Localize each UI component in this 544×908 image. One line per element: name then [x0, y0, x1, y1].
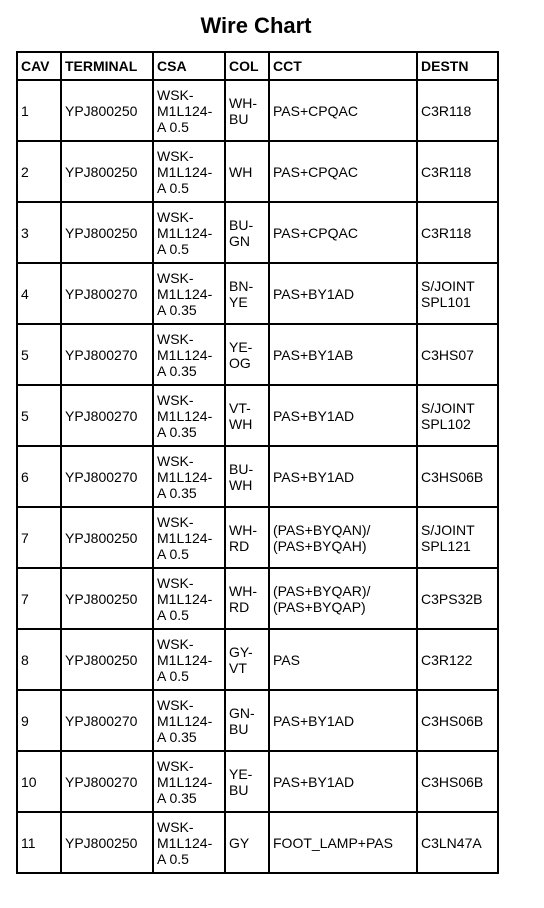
cell-cct: PAS: [269, 629, 417, 690]
cell-destn: S/JOINT SPL101: [417, 263, 498, 324]
header-terminal: TERMINAL: [61, 52, 153, 80]
table-row: [17, 141, 498, 202]
table-row: [17, 385, 498, 446]
table-row: [17, 202, 498, 263]
cell-terminal: YPJ800270: [61, 690, 153, 751]
cell-cav: 9: [17, 690, 61, 751]
cell-terminal: YPJ800250: [61, 812, 153, 873]
table-header-row: [17, 52, 498, 80]
cell-terminal: YPJ800250: [61, 80, 153, 141]
cell-cav: 5: [17, 324, 61, 385]
table-row: [17, 263, 498, 324]
cell-terminal: YPJ800250: [61, 507, 153, 568]
cell-csa: WSK- M1L124- A 0.5: [153, 141, 225, 202]
header-destn: DESTN: [417, 52, 498, 80]
cell-destn: C3LN47A: [417, 812, 498, 873]
cell-cav: 4: [17, 263, 61, 324]
table-row: [17, 812, 498, 873]
cell-terminal: YPJ800250: [61, 141, 153, 202]
cell-col: WH- RD: [225, 507, 269, 568]
cell-cav: 2: [17, 141, 61, 202]
cell-col: VT- WH: [225, 385, 269, 446]
table-row: [17, 751, 498, 812]
wire-chart-table: [16, 51, 499, 874]
cell-cct: PAS+CPQAC: [269, 141, 417, 202]
cell-cav: 6: [17, 446, 61, 507]
cell-csa: WSK- M1L124- A 0.35: [153, 263, 225, 324]
cell-cav: 3: [17, 202, 61, 263]
page-title: Wire Chart: [200, 13, 312, 38]
cell-csa: WSK- M1L124- A 0.5: [153, 812, 225, 873]
cell-col: BU- GN: [225, 202, 269, 263]
cell-cav: 8: [17, 629, 61, 690]
cell-cct: FOOT_LAMP+PAS: [269, 812, 417, 873]
cell-terminal: YPJ800250: [61, 202, 153, 263]
cell-cav: 5: [17, 385, 61, 446]
header-cct: CCT: [269, 52, 417, 80]
cell-destn: S/JOINT SPL102: [417, 385, 498, 446]
cell-col: GY: [225, 812, 269, 873]
cell-csa: WSK- M1L124- A 0.5: [153, 568, 225, 629]
cell-destn: C3R118: [417, 80, 498, 141]
cell-col: BN- YE: [225, 263, 269, 324]
cell-destn: C3HS06B: [417, 446, 498, 507]
cell-destn: C3HS06B: [417, 690, 498, 751]
cell-cct: PAS+BY1AB: [269, 324, 417, 385]
cell-cav: 10: [17, 751, 61, 812]
cell-terminal: YPJ800270: [61, 324, 153, 385]
header-cav: CAV: [17, 52, 61, 80]
cell-csa: WSK- M1L124- A 0.5: [153, 202, 225, 263]
cell-destn: C3R118: [417, 141, 498, 202]
cell-cav: 7: [17, 568, 61, 629]
cell-cct: (PAS+BYQAR)/ (PAS+BYQAP): [269, 568, 417, 629]
cell-terminal: YPJ800270: [61, 263, 153, 324]
cell-cct: PAS+BY1AD: [269, 385, 417, 446]
cell-terminal: YPJ800270: [61, 385, 153, 446]
cell-destn: C3R118: [417, 202, 498, 263]
cell-col: GN- BU: [225, 690, 269, 751]
cell-csa: WSK- M1L124- A 0.5: [153, 629, 225, 690]
cell-cct: PAS+BY1AD: [269, 751, 417, 812]
cell-terminal: YPJ800250: [61, 568, 153, 629]
cell-col: YE- OG: [225, 324, 269, 385]
cell-cct: PAS+BY1AD: [269, 446, 417, 507]
table-row: [17, 507, 498, 568]
cell-csa: WSK- M1L124- A 0.5: [153, 80, 225, 141]
table-row: [17, 690, 498, 751]
table-row: [17, 80, 498, 141]
cell-csa: WSK- M1L124- A 0.35: [153, 324, 225, 385]
cell-col: YE- BU: [225, 751, 269, 812]
cell-csa: WSK- M1L124- A 0.35: [153, 446, 225, 507]
cell-csa: WSK- M1L124- A 0.35: [153, 751, 225, 812]
cell-csa: WSK- M1L124- A 0.35: [153, 385, 225, 446]
cell-col: GY- VT: [225, 629, 269, 690]
cell-cct: PAS+CPQAC: [269, 202, 417, 263]
cell-terminal: YPJ800270: [61, 446, 153, 507]
table-row: [17, 568, 498, 629]
cell-col: BU- WH: [225, 446, 269, 507]
cell-destn: C3HS06B: [417, 751, 498, 812]
cell-destn: C3PS32B: [417, 568, 498, 629]
cell-cav: 11: [17, 812, 61, 873]
cell-terminal: YPJ800270: [61, 751, 153, 812]
cell-cct: PAS+BY1AD: [269, 690, 417, 751]
cell-csa: WSK- M1L124- A 0.5: [153, 507, 225, 568]
header-csa: CSA: [153, 52, 225, 80]
table-row: [17, 446, 498, 507]
cell-cct: (PAS+BYQAN)/ (PAS+BYQAH): [269, 507, 417, 568]
cell-col: WH- BU: [225, 80, 269, 141]
cell-cct: PAS+BY1AD: [269, 263, 417, 324]
cell-col: WH: [225, 141, 269, 202]
cell-destn: C3HS07: [417, 324, 498, 385]
table-body: [17, 80, 498, 873]
cell-destn: C3R122: [417, 629, 498, 690]
cell-col: WH- RD: [225, 568, 269, 629]
table-row: [17, 324, 498, 385]
table-row: [17, 629, 498, 690]
cell-csa: WSK- M1L124- A 0.35: [153, 690, 225, 751]
header-col: COL: [225, 52, 269, 80]
cell-cav: 1: [17, 80, 61, 141]
cell-cav: 7: [17, 507, 61, 568]
cell-destn: S/JOINT SPL121: [417, 507, 498, 568]
cell-cct: PAS+CPQAC: [269, 80, 417, 141]
cell-terminal: YPJ800250: [61, 629, 153, 690]
